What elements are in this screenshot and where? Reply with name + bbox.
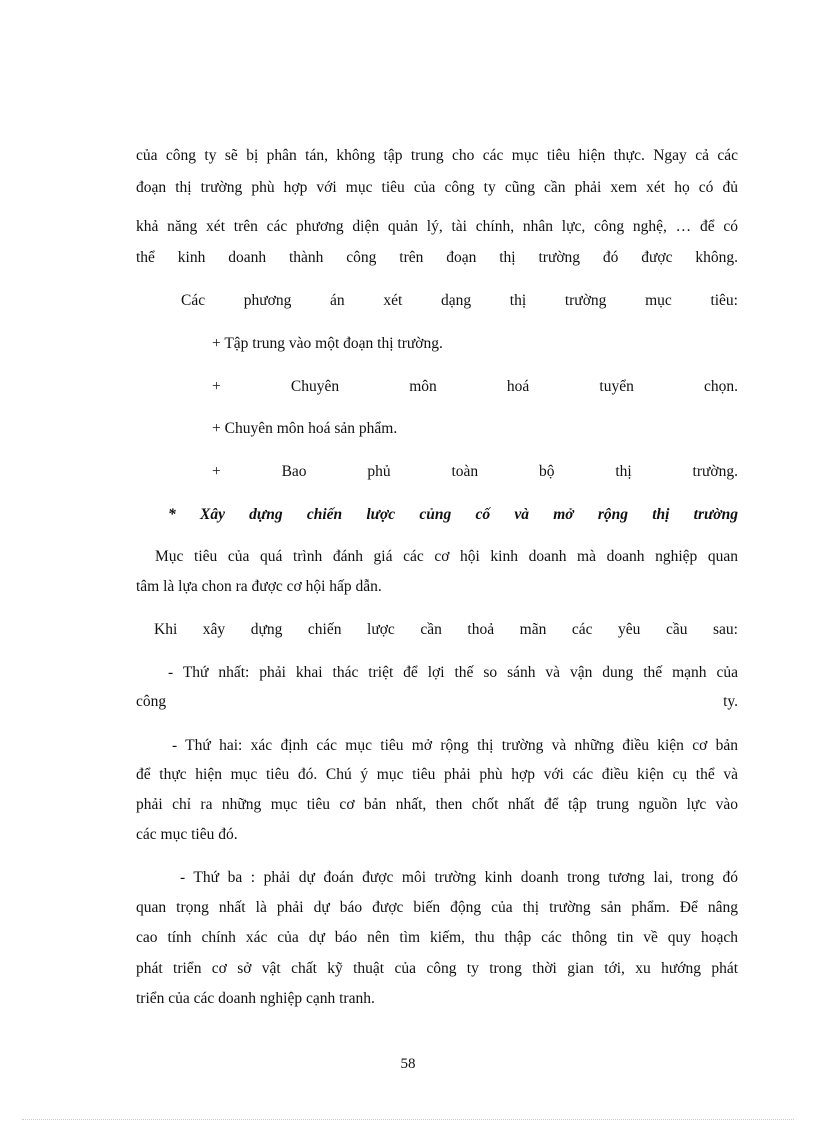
text-line: các mục tiêu đó. [136,826,238,843]
text-line: triển của các doanh nghiệp cạnh tranh. [136,990,375,1007]
text-line: - Thứ nhất: phải khai thác triệt để lợi thế so sánh và vận dung thế mạnh của [168,664,738,681]
text-line: để thực hiện mục tiêu đó. Chú ý mục tiêu phải phù hợp với các điều kiện cụ thể và [136,766,738,783]
text-line: - Thứ ba : phải dự đoán được môi trường kinh doanh trong tương lai, trong đó [180,869,738,886]
text-line: phải chỉ ra những mục tiêu cơ bản nhất, then chốt nhất để tập trung nguồn lực vào [136,796,738,813]
text-line: tâm là lựa chon ra được cơ hội hấp dẫn. [136,578,382,595]
list-item: + Chuyên môn hoá sản phẩm. [212,420,398,437]
text-line: quan trọng nhất là phải dự báo được biến động của thị trường sản phẩm. Để nâng [136,899,738,916]
text-line: Các phương án xét dạng thị trường mục tiêu: [181,292,738,309]
text-line: công [136,693,167,710]
text-line: Mục tiêu của quá trình đánh giá các cơ hội kinh doanh mà doanh nghiệp quan [155,548,738,565]
text-line: cao tính chính xác của dự báo nên tìm kiếm, thu thập các thông tin về quy hoạch [136,929,738,946]
text-line: - Thứ hai: xác định các mục tiêu mở rộng thị trường và những điều kiện cơ bản [172,737,738,754]
text-line: khả năng xét trên các phương diện quản lý, tài chính, nhân lực, công nghệ, … để có [136,218,738,235]
text-line: đoạn thị trường phù hợp với mục tiêu của công ty cũng cần phải xem xét họ có đủ [136,179,738,196]
text-line: thể kinh doanh thành công trên đoạn thị trường đó được không. [136,249,738,266]
page-number: 58 [400,1056,416,1072]
list-item: + Chuyên môn hoá tuyển chọn. [212,378,738,395]
text-line: của công ty sẽ bị phân tán, không tập trung cho các mục tiêu hiện thực. Ngay cả các [136,147,738,164]
list-item: + Tập trung vào một đoạn thị trường. [212,335,443,352]
text-line: phát triển cơ sở vật chất kỹ thuật của công ty trong thời gian tới, xu hướng phát [136,960,738,977]
page-edge-divider [22,1119,794,1120]
text-line: Khi xây dựng chiến lược cần thoả mãn các yêu cầu sau: [154,621,738,638]
text-line: ty. [723,693,738,710]
list-item: + Bao phủ toàn bộ thị trường. [212,463,738,480]
section-heading: * Xây dựng chiến lược củng cố và mở rộng thị trường [168,506,738,523]
